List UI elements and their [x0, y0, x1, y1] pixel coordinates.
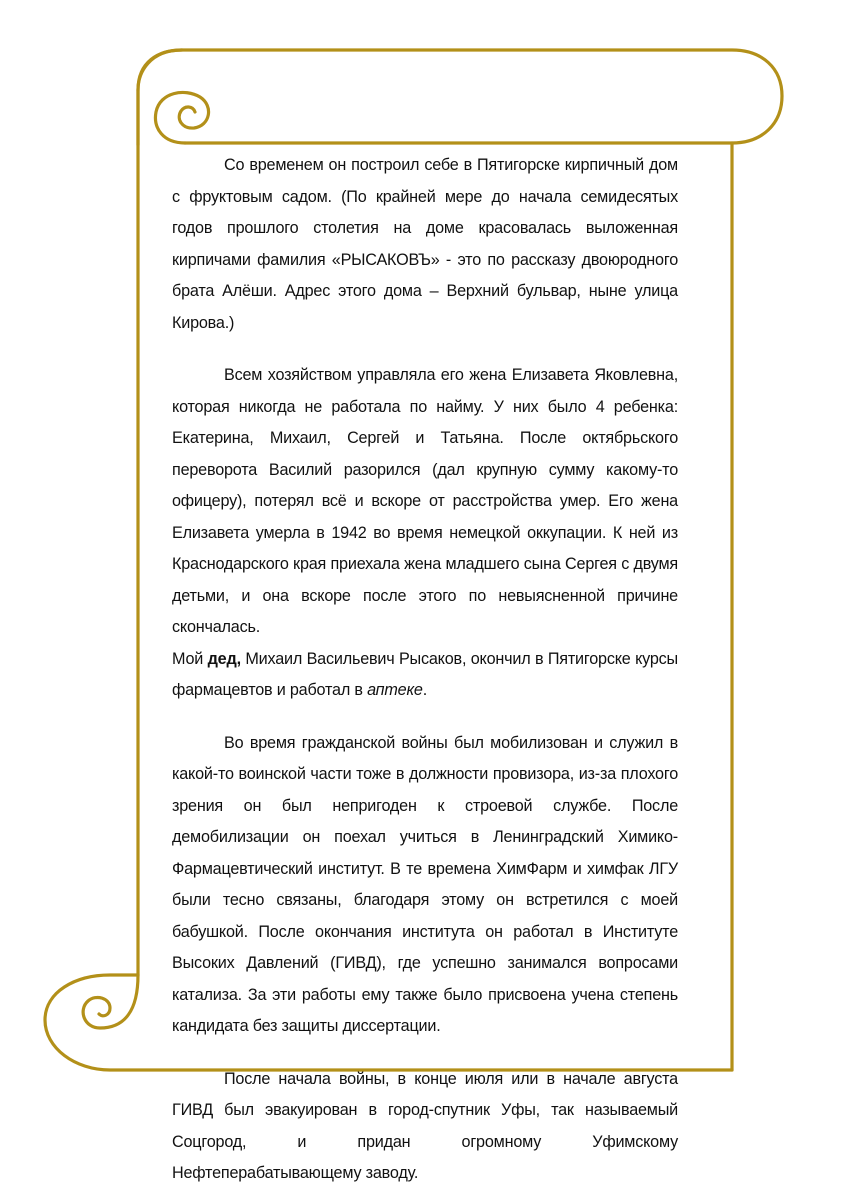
top-curl — [138, 50, 209, 143]
paragraph-house: Со временем он построил себе в Пятигорске кирпичный дом с фруктовым садом. (По крайней мере до начала семидесятых годов прошлого столетия на доме красовалась выложенная кирпичами фамилия «РЫСАКОВЪ» - это по рассказу двоюродного брата Алёши. Адрес этого дома – Верхний бульвар, ныне улица Кирова.) — [172, 156, 678, 332]
paragraph-household: Всем хозяйством управляла его жена Елизавета Яковлевна, которая никогда не работала по найму. У них было 4 ребенка: Екатерина, Михаил, Сергей и Татьяна. После октябрьского переворота Василий разорился (дал крупную сумму какому-то офицеру), потерял всё и вскоре от расстройства умер. Его жена Елизавета умерла в 1942 во время немецкой оккупации. К ней из Краснодарского края приехала жена младшего сына Сергея с двумя детьми, и она вскоре после этого по невыясненной причине скончалась. — [172, 366, 678, 636]
top-roll — [138, 50, 782, 145]
bottom-curl — [83, 975, 138, 1028]
paragraph-grandfather: Мой дед, Михаил Васильевич Рысаков, окончил в Пятигорске курсы фармацевтов и работал в аптеке. — [172, 649, 678, 699]
paragraph-evacuation: После начала войны, в конце июля или в начале августа ГИВД был эвакуирован в город-спутник Уфы, так называемый Соцгород, и придан огромному Уфимскому Нефтеперабатывающему заводу. — [172, 1069, 678, 1182]
paragraph-civil-war: Во время гражданской войны был мобилизован и служил в какой-то воинской части тоже в должности провизора, из-за плохого зрения он был непригоден к строевой службе. После демобилизации он поехал учиться в Ленинградский Химико-Фармацевтический институт. В те времена ХимФарм и химфак ЛГУ были тесно связаны, благодаря этому он встретился с моей бабушкой. После окончания института он работал в Институте Высоких Давлений (ГИВД), где успешно занимался вопросами катализа. За эти работы ему также было присвоена учена степень кандидата без защиты диссертации. — [172, 733, 678, 1035]
document-text — [172, 150, 678, 1190]
